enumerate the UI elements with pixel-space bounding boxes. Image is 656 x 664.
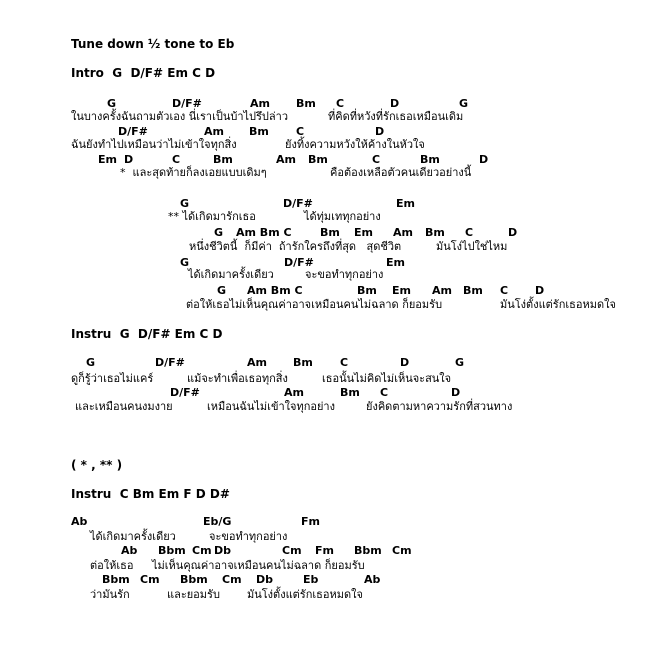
chord-label: Db: [256, 573, 274, 586]
chord-label: G: [459, 97, 469, 110]
chord-label: Em: [98, 153, 117, 166]
chord-label: D/F#: [283, 197, 313, 210]
chord-label: D/F#: [284, 256, 314, 269]
lyric-text: ได้เกิดมาครั้งเดียว: [90, 530, 176, 543]
chord-label: Bm: [308, 153, 328, 166]
chord-label: G: [107, 97, 117, 110]
instru-1-chords: Instru G D/F# Em C D: [71, 327, 223, 341]
chord-label: Bm: [249, 125, 269, 138]
lyric-text: ได้ทุ่มเททุกอย่าง: [304, 210, 381, 223]
lyric-text: และเหมือนคนงมงาย: [75, 400, 173, 413]
chord-label: D: [124, 153, 134, 166]
chord-label: Bbm: [180, 573, 208, 586]
chord-label: C: [340, 356, 349, 369]
chord-label: Eb: [303, 573, 319, 586]
chord-label: G: [86, 356, 96, 369]
lyric-text: แม้จะทำเพื่อเธอทุกสิ่ง: [187, 372, 288, 385]
chord-label: Am Bm C: [236, 226, 292, 239]
chord-label: Em: [396, 197, 415, 210]
chord-label: G: [455, 356, 465, 369]
lyric-text: เธอนั้นไม่คิดไม่เห็นจะสนใจ: [322, 372, 452, 385]
chord-label: Bm: [420, 153, 440, 166]
chord-label: Am: [393, 226, 413, 239]
chord-label: Cm: [222, 573, 242, 586]
chord-label: Bm: [340, 386, 360, 399]
chord-label: Am: [250, 97, 270, 110]
chord-label: Fm: [315, 544, 334, 557]
chord-label: D: [508, 226, 518, 239]
chord-label: Fm: [301, 515, 320, 528]
lyric-text: มันโง่ไปใช่ไหม: [436, 240, 508, 253]
chord-label: Am: [204, 125, 224, 138]
chord-label: Bm: [296, 97, 316, 110]
chord-label: C: [172, 153, 181, 166]
chord-label: C: [296, 125, 305, 138]
chord-label: C: [465, 226, 474, 239]
lyric-text: ฉันยังทำไปเหมือนว่าไม่เข้าใจทุกสิ่ง: [71, 138, 237, 151]
chord-label: C: [336, 97, 345, 110]
lyric-text: ยังคิดตามหาความรักที่สวนทาง: [366, 400, 513, 413]
instru-2-chords: Instru C Bm Em F D D#: [71, 487, 230, 501]
chord-label: Bm: [357, 284, 377, 297]
lyric-text: มันโง่ตั้งแต่รักเธอหมดใจ: [247, 588, 363, 601]
lyric-text: ต่อให้เธอไม่เห็นคุณค่าอาจเหมือนคนไม่ฉลาด ก็ยอมรับ: [186, 298, 443, 311]
chord-label: Cm: [140, 573, 160, 586]
chord-label: Am: [247, 356, 267, 369]
lyric-text: ยังทิ้งความหวังให้ค้างในหัวใจ: [285, 138, 425, 151]
chord-label: Am: [276, 153, 296, 166]
intro-chords: Intro G D/F# Em C D: [71, 66, 216, 80]
chord-label: C: [372, 153, 381, 166]
chord-label: D: [535, 284, 545, 297]
lyric-text: ** ได้เกิดมารักเธอ: [168, 210, 256, 223]
chord-label: Bm: [293, 356, 313, 369]
lyric-text: และยอมรับ: [167, 588, 220, 601]
chord-label: Ab: [364, 573, 381, 586]
chord-label: Am: [432, 284, 452, 297]
lyric-text: ว่ามันรัก: [90, 588, 130, 601]
chord-label: G: [180, 197, 190, 210]
lyric-text: ได้เกิดมาครั้งเดียว: [188, 268, 274, 281]
chord-label: Am Bm C: [247, 284, 303, 297]
chord-label: Bbm: [354, 544, 382, 557]
chord-label: Ab: [121, 544, 138, 557]
repeat-note: ( * , ** ): [71, 458, 123, 472]
chord-label: Am: [284, 386, 304, 399]
chord-label: Eb/G: [203, 515, 232, 528]
tuning-note: Tune down ½ tone to Eb: [71, 37, 235, 51]
lyric-text: ดูก็รู้ว่าเธอไม่แคร์: [71, 372, 154, 385]
lyric-text: ในบางครั้งฉันถามตัวเอง นี่เราเป็นบ้าไปรึปล่าว: [71, 110, 288, 123]
chord-label: C: [500, 284, 509, 297]
chord-label: D/F#: [155, 356, 185, 369]
lyric-text: จะขอทำทุกอย่าง: [209, 530, 288, 543]
chord-label: D: [390, 97, 400, 110]
chord-label: D/F#: [118, 125, 148, 138]
chord-label: D: [479, 153, 489, 166]
chord-label: D: [451, 386, 461, 399]
chord-label: G: [180, 256, 190, 269]
lyric-text: จะขอทำทุกอย่าง: [305, 268, 384, 281]
chord-label: G: [214, 226, 224, 239]
lyric-text: หนึ่งชีวิตนี้ ก็มีค่า ถ้ารักใครถึงที่สุด สุดชีวิต: [189, 240, 402, 253]
lyric-text: ที่คิดที่หวังที่รักเธอเหมือนเดิม: [328, 110, 464, 123]
chord-label: Em: [392, 284, 411, 297]
chord-label: Db: [214, 544, 232, 557]
chord-label: C: [380, 386, 389, 399]
lyric-text: มันโง่ตั้งแต่รักเธอหมดใจ: [500, 298, 616, 311]
lyric-text: เหมือนฉันไม่เข้าใจทุกอย่าง: [207, 400, 335, 413]
lyric-text: คือต้องเหลือตัวคนเดียวอย่างนี้: [330, 166, 472, 179]
chord-label: Bm: [213, 153, 233, 166]
chord-label: G: [217, 284, 227, 297]
lyric-text: * และสุดท้ายก็ลงเอยแบบเดิมๆ: [120, 166, 267, 179]
lyric-text: ต่อให้เธอ: [90, 559, 134, 572]
chord-label: Em: [354, 226, 373, 239]
chord-label: D/F#: [170, 386, 200, 399]
chord-label: Cm: [282, 544, 302, 557]
chord-label: Bm: [463, 284, 483, 297]
chord-label: D: [400, 356, 410, 369]
chord-label: Em: [386, 256, 405, 269]
chord-label: D/F#: [172, 97, 202, 110]
lyric-text: ไม่เห็นคุณค่าอาจเหมือนคนไม่ฉลาด ก็ยอมรับ: [152, 559, 365, 572]
chord-label: Bbm: [102, 573, 130, 586]
chord-label: Bbm: [158, 544, 186, 557]
chord-label: Cm: [192, 544, 212, 557]
chord-label: Bm: [320, 226, 340, 239]
chord-label: Bm: [425, 226, 445, 239]
chord-label: D: [375, 125, 385, 138]
chord-label: Ab: [71, 515, 88, 528]
chord-label: Cm: [392, 544, 412, 557]
